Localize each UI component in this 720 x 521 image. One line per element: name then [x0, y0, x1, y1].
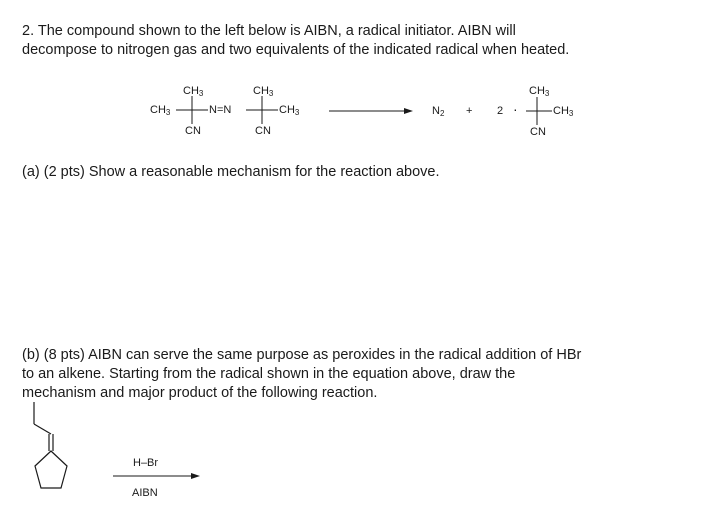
- aibn-ch3-top-left: $CH_3$: [183, 85, 204, 98]
- formula-subscript: 3: [544, 89, 550, 98]
- part-b-line-1: (b) (8 pts) AIBN can serve the same purpose as peroxides in the radical addition of HBr: [22, 347, 582, 363]
- reagent-hbr: H–Br: [133, 457, 159, 469]
- stoichiometric-coefficient: 2: [497, 105, 504, 117]
- part-a-prompt: (a) (2 pts) Show a reasonable mechanism for the reaction above.: [22, 164, 440, 180]
- question-2-line-2: decompose to nitrogen gas and two equivalents of the indicated radical when heated.: [22, 42, 570, 58]
- alkene-structure: [34, 402, 67, 488]
- formula-subscript: 3: [198, 89, 204, 98]
- part-b-line-2: to an alkene. Starting from the radical shown in the equation above, draw the: [22, 366, 516, 382]
- reaction-arrow-a: [329, 108, 413, 114]
- nitrogen-gas: $N_2$: [432, 105, 445, 118]
- cyclopentane-ring: [35, 451, 67, 488]
- aibn-ch3-left: $CH_3$: [150, 104, 171, 117]
- reaction-arrow-b: [113, 473, 200, 479]
- part-b-line-3: mechanism and major product of the following reaction.: [22, 385, 378, 401]
- formula-subscript: 3: [568, 109, 574, 118]
- formula-subscript: 3: [165, 108, 171, 117]
- radical-cn: CN: [530, 126, 546, 138]
- plus-sign: +: [466, 105, 473, 117]
- radical-dot: ·: [513, 101, 518, 117]
- aibn-azo-group: N=N: [209, 104, 232, 116]
- aibn-ch3-top-right: $CH_3$: [253, 85, 274, 98]
- formula-subscript: 3: [268, 89, 274, 98]
- aibn-cn-left: CN: [185, 125, 201, 137]
- aibn-ch3-right: $CH_3$: [279, 104, 300, 117]
- aibn-cn-right: CN: [255, 125, 271, 137]
- alkyl-chain-bond-1: [34, 424, 51, 434]
- question-2-line-1: 2. The compound shown to the left below is AIBN, a radical initiator. AIBN will: [22, 23, 516, 39]
- formula-subscript: 2: [439, 109, 445, 118]
- reagent-aibn: AIBN: [132, 487, 158, 499]
- radical-ch3-top: $CH_3$: [529, 85, 550, 98]
- radical-ch3-right: $CH_3$: [553, 105, 574, 118]
- formula-subscript: 3: [294, 108, 300, 117]
